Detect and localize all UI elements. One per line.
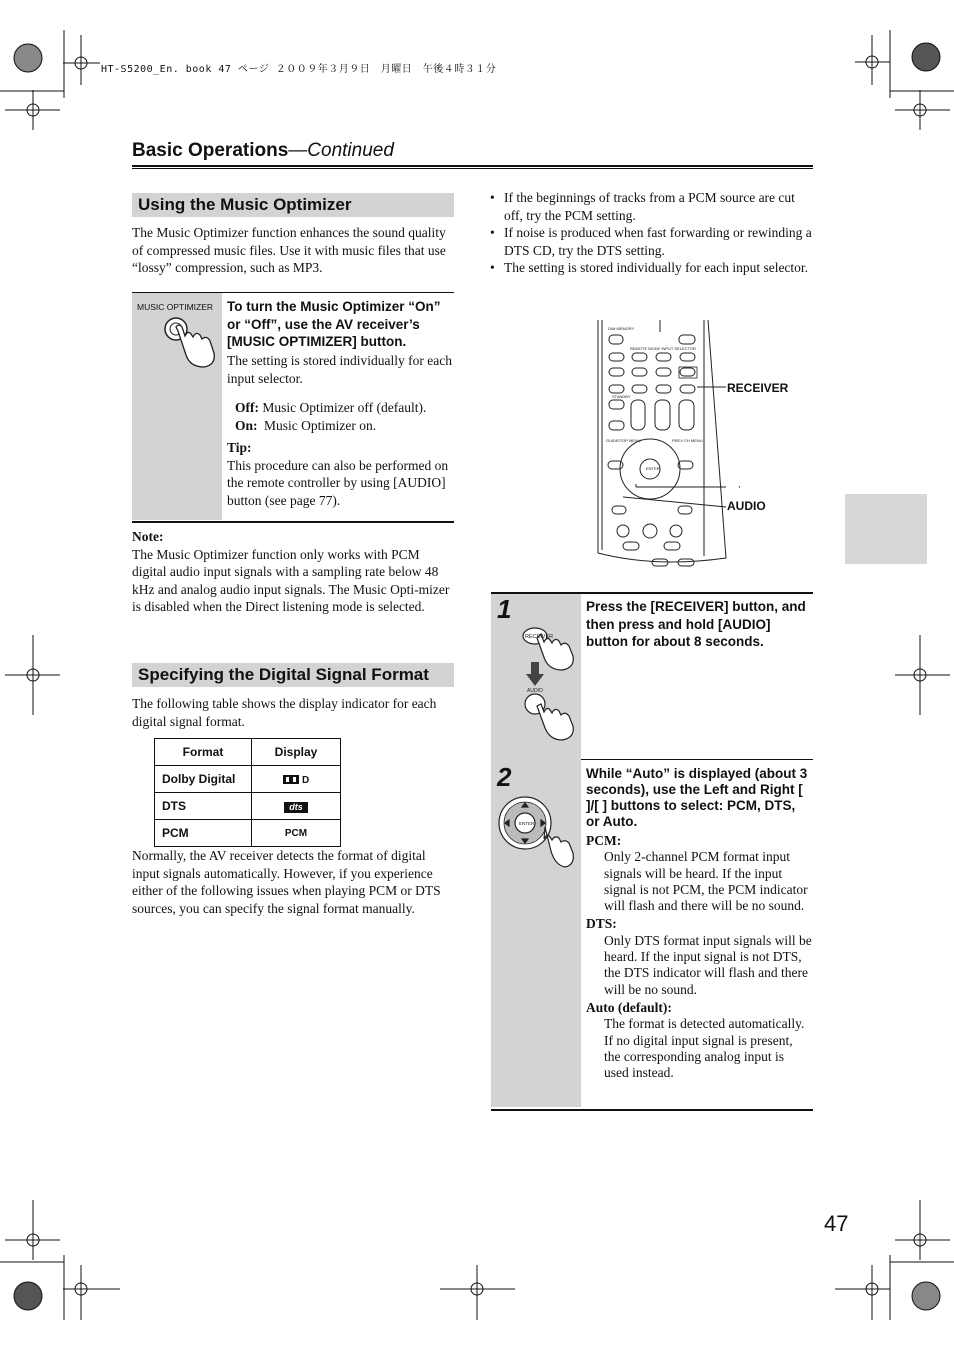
option-label-pcm: PCM: <box>586 833 622 848</box>
note-text: The Music Optimizer function only works with PCM digital audio input signals with a sampling rate below 48 kHz and analog audio input signals. The Music Opti-mizer is disabled when the Direct listening mode is selected. <box>132 546 450 614</box>
step1-icon-label-receiver: RECEIVER <box>525 634 554 640</box>
format-cell: DTS <box>155 793 252 820</box>
dts-logo-icon: dts <box>284 802 308 813</box>
svg-text:DIM MEMORY: DIM MEMORY <box>608 326 635 331</box>
step1-icon-label-audio: AUDIO <box>527 688 543 694</box>
enter-left-right-press-icon <box>495 795 580 900</box>
step-number: 2 <box>497 762 512 792</box>
table-header-row <box>155 739 341 766</box>
display-cell-dolby: D <box>252 766 341 793</box>
section-heading-digital-format: Specifying the Digital Signal Format <box>132 663 454 687</box>
table-row <box>155 766 341 793</box>
table-header-format: Format <box>155 739 252 766</box>
off-text: Music Optimizer off (default). <box>262 400 427 415</box>
option-label-auto: Auto (default): <box>586 999 672 1015</box>
option-desc-pcm: Only 2-channel PCM format input signals will be heard. If the input signal is not PCM, the PCM indicator will flash and there will be no sound. <box>604 849 808 914</box>
chapter-tab <box>845 494 927 564</box>
tip-label: Tip: <box>227 440 252 455</box>
note-block <box>132 528 456 616</box>
format-cell: Dolby Digital <box>155 766 252 793</box>
page-title: Basic Operations—Continued <box>132 140 394 161</box>
note-label: Note: <box>132 529 164 544</box>
svg-text:STANDBY: STANDBY <box>612 394 631 399</box>
step1-text: Press the [RECEIVER] button, and then press and hold [AUDIO] button for about 8 seconds. <box>586 599 806 649</box>
display-cell-dts <box>252 793 341 820</box>
music-optimizer-icon-col <box>132 293 222 520</box>
section-heading-music-optimizer: Using the Music Optimizer <box>132 193 454 217</box>
step2-text: While “Auto” is displayed (about 3 seconds), use the Left and Right [ ]/[ ] buttons to select: PCM, DTS, or Auto. <box>586 766 808 829</box>
option-desc-dts: Only DTS format input signals will be heard. If the input signal is not DTS, the DTS indicator will flash and there will be no sound. <box>604 932 812 997</box>
display-cell-pcm: PCM <box>252 820 341 847</box>
svg-text:GUIDE/TOP MENU: GUIDE/TOP MENU <box>606 438 641 443</box>
print-stamp: HT-S5200_En. book 47 ページ ２００９年３月９日 月曜日 午後４時３１分 <box>101 64 497 75</box>
list-item: • The setting is stored individually for each input selector. <box>490 259 813 277</box>
music-optimizer-stored-note: The setting is stored individually for each input selector. <box>227 353 452 386</box>
option-label-dts: DTS: <box>586 916 617 932</box>
svg-text:REMOTE MODE INPUT SELECTOR: REMOTE MODE INPUT SELECTOR <box>630 346 696 351</box>
music-optimizer-button-label: MUSIC OPTIMIZER <box>137 302 214 312</box>
hand-press-icon <box>160 315 220 375</box>
option-desc-auto: The format is detected automatically. If no digital input signal is present, the corresponding analog input is used instead. <box>604 1016 805 1081</box>
comma-callout: , <box>738 479 741 489</box>
step-number: 1 <box>497 594 512 624</box>
receiver-audio-press-icon <box>515 624 585 750</box>
format-table <box>154 738 341 847</box>
svg-text:PREV CH MENU: PREV CH MENU <box>672 438 703 443</box>
off-on-list <box>235 399 455 434</box>
step2-icon-label-enter: ENTER <box>519 821 535 826</box>
svg-text:ENTER: ENTER <box>646 466 660 471</box>
table-row <box>155 793 341 820</box>
on-text: Music Optimizer on. <box>264 417 377 433</box>
dolby-double-d-icon <box>283 775 299 784</box>
page-number: 47 <box>824 1211 849 1236</box>
digital-format-outro: Normally, the AV receiver detects the format of digital input signals automatically. However, if you experience either of the following issues when playing PCM or DTS sources, you can specify the signal format manually. <box>132 848 441 916</box>
title-rule <box>132 165 813 169</box>
audio-callout-label: AUDIO <box>727 499 766 513</box>
music-optimizer-instruction: To turn the Music Optimizer “On” or “Off”, use the AV receiver’s [MUSIC OPTIMIZER] button. <box>227 299 441 349</box>
table-row <box>155 820 341 847</box>
list-item: • If the beginnings of tracks from a PCM source are cut off, try the PCM setting. <box>490 189 813 224</box>
digital-format-intro: The following table shows the display indicator for each digital signal format. <box>132 696 437 729</box>
format-cell: PCM <box>155 820 252 847</box>
off-label: Off: <box>235 400 259 415</box>
receiver-callout-label: RECEIVER <box>727 381 789 395</box>
table-header-display: Display <box>252 739 341 766</box>
bullet-list <box>490 189 813 277</box>
tip-text: This procedure can also be performed on the remote controller by using [AUDIO] button (see page 77). <box>227 457 449 508</box>
list-item: • If noise is produced when fast forwarding or rewinding a DTS CD, try the DTS setting. <box>490 224 813 259</box>
step2-options <box>586 833 812 1081</box>
remote-controller-illustration <box>576 318 736 574</box>
music-optimizer-intro: The Music Optimizer function enhances the sound quality of compressed music files. Use it with music files that use “lossy” compression, such as MP3. <box>132 225 446 275</box>
on-label: On: <box>235 417 258 433</box>
tip-block <box>227 439 453 509</box>
